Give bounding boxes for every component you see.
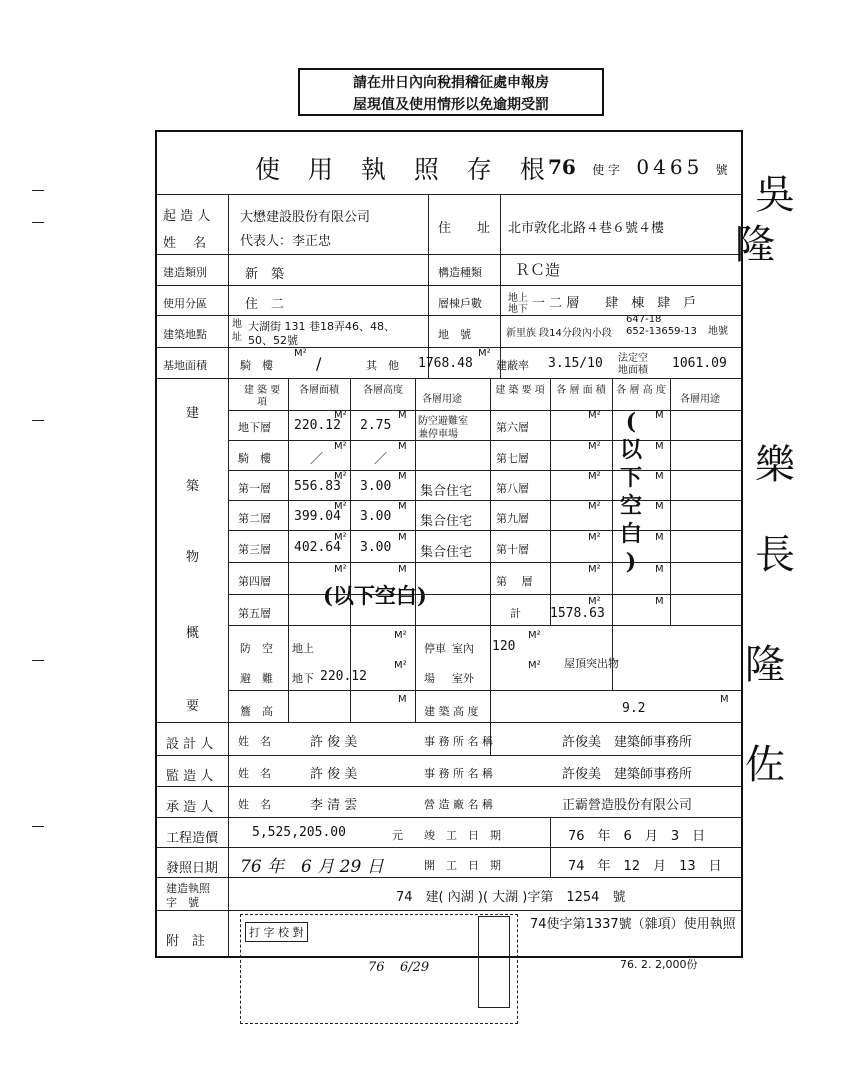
site-addr-label: 地 址 xyxy=(232,319,242,343)
row-1-height-unit: M xyxy=(398,441,407,452)
blank-v-0: ( xyxy=(625,409,637,435)
permit-char: 使 字 xyxy=(592,163,621,177)
total-area: 1578.63 xyxy=(550,606,605,621)
row-0-area: 220.12 xyxy=(294,418,341,433)
side-label-1: 建 xyxy=(186,406,200,421)
contractor-firm: 正霸營造股份有限公司 xyxy=(562,798,693,813)
note-value: 74使字第1337號（雜項）使用執照 xyxy=(530,917,736,932)
blank-v-2: 下 xyxy=(619,465,642,491)
owner-address-label: 住 址 xyxy=(438,221,491,236)
row-0-name: 地下層 xyxy=(238,421,271,434)
permit-number xyxy=(548,155,728,179)
stamp-char-5: 隆 xyxy=(745,642,785,688)
other-unit: M² xyxy=(478,348,491,359)
permit-year: 76 xyxy=(548,155,576,179)
side-label-4: 概 xyxy=(186,626,200,641)
building-height-unit: M xyxy=(720,694,729,705)
shelter-down-unit: M² xyxy=(394,660,407,671)
total-label: 計 xyxy=(510,607,521,620)
floors-above: 地上 xyxy=(508,293,528,304)
owner-representative: 代表人：李正忠 xyxy=(240,234,332,249)
owner-name-label: 姓 名 xyxy=(163,236,207,251)
row-1-name: 騎 樓 xyxy=(238,452,271,465)
row-4-rname: 第十層 xyxy=(496,543,529,556)
notice-line-1: 請在卅日內向稅捐稽征處申報房 xyxy=(353,75,549,91)
site-address-line1: 大湖街 131 巷18弄46、48、 xyxy=(248,320,395,333)
coverage-value: 3.15/10 xyxy=(548,356,603,371)
completion-label: 竣 工 日 期 xyxy=(424,829,501,842)
floors-label: 層棟戶數 xyxy=(438,297,482,310)
row-4-area: 402.64 xyxy=(294,540,341,555)
row-4-height: 3.00 xyxy=(360,540,392,555)
lot-number-1: 647-18 xyxy=(626,314,662,325)
row-0-height: 2.75 xyxy=(360,418,392,433)
supervisor-name: 許 俊 美 xyxy=(310,767,358,782)
header-height: 各層高度 xyxy=(363,385,403,396)
shelter-label-1: 防 空 xyxy=(240,642,273,655)
note-label: 附 註 xyxy=(166,934,206,949)
r-unit-m2-3: M² xyxy=(588,501,601,512)
row-2-rname: 第八層 xyxy=(496,482,529,495)
zone-label: 使用分區 xyxy=(163,297,207,310)
blank-v-5: ) xyxy=(625,549,637,575)
arcade-label: 騎 樓 xyxy=(240,359,273,372)
parking-in-unit: M² xyxy=(528,630,541,641)
r-unit-m-3: M xyxy=(655,501,664,512)
row-5-area-unit: M² xyxy=(334,564,347,575)
side-label-2: 築 xyxy=(186,479,200,494)
row-3-area-unit: M² xyxy=(334,501,347,512)
row-2-area-unit: M² xyxy=(334,471,347,482)
r-unit-m-2: M xyxy=(655,471,664,482)
r-unit-m2-5: M² xyxy=(588,564,601,575)
blank-mark-vertical xyxy=(616,408,646,576)
floors-below: 地下 xyxy=(508,304,528,315)
shelter-label-2: 避 難 xyxy=(240,672,273,685)
permit-ref-label-2: 字 號 xyxy=(166,896,199,909)
parking-out-unit: M² xyxy=(528,660,541,671)
side-label-3: 物 xyxy=(186,550,200,565)
designer-label: 設 計 人 xyxy=(166,737,214,752)
row-4-name: 第三層 xyxy=(238,543,271,556)
row-2-use: 集合住宅 xyxy=(420,484,473,499)
r-unit-m-6: M xyxy=(655,596,664,607)
header-item-right: 建 築 要 項 xyxy=(495,385,545,396)
row-3-name: 第二層 xyxy=(238,512,271,525)
permit-suffix: 號 xyxy=(715,163,728,177)
issue-label: 發照日期 xyxy=(166,861,219,876)
row-4-area-unit: M² xyxy=(334,532,347,543)
shelter-up-unit: M² xyxy=(394,630,407,641)
supervisor-name-label: 姓 名 xyxy=(238,767,271,780)
row-5-height-unit: M xyxy=(398,564,407,575)
row-4-height-unit: M xyxy=(398,532,407,543)
supervisor-office: 許俊美 建築師事務所 xyxy=(562,767,693,782)
row-4-use: 集合住宅 xyxy=(420,545,473,560)
stamp-char-6: 佐 xyxy=(745,742,785,788)
header-area: 各層面積 xyxy=(299,385,339,396)
blank-mark-horizontal: (以下空白) xyxy=(323,583,427,608)
row-1-height: ／ xyxy=(374,452,388,467)
row-0-rname: 第六層 xyxy=(496,421,529,434)
supervisor-office-label: 事 務 所 名 稱 xyxy=(424,767,493,780)
building-type-label: 建造類別 xyxy=(163,266,207,279)
parking-label-1: 停車 xyxy=(424,642,446,655)
building-type: 新 築 xyxy=(245,267,285,282)
header-item: 建 築 要 項 xyxy=(243,385,281,408)
owner-label: 起 造 人 xyxy=(163,209,211,224)
row-3-use: 集合住宅 xyxy=(420,514,473,529)
row-0-use-1: 防空避難室 xyxy=(418,416,468,427)
lot-number-2: 652-13659-13 xyxy=(626,326,697,337)
row-3-height: 3.00 xyxy=(360,509,392,524)
notice-line-2: 屋現值及使用情形以免逾期受罰 xyxy=(353,97,549,113)
header-area-right: 各 層 面 積 xyxy=(556,385,606,396)
other-value: 1768.48 xyxy=(418,356,473,371)
parking-indoor: 室內 xyxy=(452,642,474,655)
cost-unit: 元 xyxy=(392,829,403,842)
signature-1: 76 xyxy=(368,960,385,975)
row-0-height-unit: M xyxy=(398,410,407,421)
eaves-unit: M xyxy=(398,694,407,705)
supervisor-label: 監 造 人 xyxy=(166,769,214,784)
row-0-area-unit: M² xyxy=(334,410,347,421)
r-unit-m-5: M xyxy=(655,564,664,575)
blank-v-3: 空 xyxy=(619,493,642,519)
structure-value: ＲＣ造 xyxy=(515,261,561,279)
building-height-value: 9.2 xyxy=(622,701,646,716)
issue-date: 76 年 6 月 29 日 xyxy=(240,857,384,877)
shelter-up: 地上 xyxy=(292,642,314,655)
designer-office-label: 事 務 所 名 稱 xyxy=(424,735,493,748)
eaves-label: 簷 高 xyxy=(240,705,273,718)
row-3-area: 399.04 xyxy=(294,509,341,524)
owner-address: 北市敦化北路４巷６號４樓 xyxy=(508,221,665,236)
row-3-height-unit: M xyxy=(398,501,407,512)
print-note: 76. 2. 2,000份 xyxy=(620,958,698,971)
header-use: 各層用途 xyxy=(422,394,462,405)
side-label-5: 要 xyxy=(186,699,200,714)
row-3-rname: 第九層 xyxy=(496,512,529,525)
building-height-label: 建 築 高 度 xyxy=(424,705,479,718)
row-6-name: 第五層 xyxy=(238,607,271,620)
r-unit-m-4: M xyxy=(655,532,664,543)
row-5-name: 第四層 xyxy=(238,575,271,588)
lot-section: 新里族 段14分段內小段 xyxy=(506,328,612,339)
permit-ref-label-1: 建造執照 xyxy=(166,882,210,895)
roof-note: 屋頂突出物 xyxy=(564,657,619,670)
typist-label: 打 字 校 對 xyxy=(245,922,308,942)
stamp-char-4: 長 xyxy=(755,532,795,578)
stamp-char-3: 樂 xyxy=(755,442,795,488)
shelter-down: 地下 xyxy=(292,672,314,685)
permit-ref-value: 74 建( 內湖 )( 大湖 )字第 1254 號 xyxy=(396,890,626,905)
floors-value: 一 二 層 肆 棟 肆 戶 xyxy=(532,296,697,311)
blank-v-4: 白 xyxy=(619,521,642,547)
form-title: 使 用 執 照 存 根 xyxy=(255,155,555,184)
designer-name: 許 俊 美 xyxy=(310,735,358,750)
parking-outdoor: 室外 xyxy=(452,672,474,685)
r-unit-m2-6: M² xyxy=(588,596,601,607)
contractor-firm-label: 營 造 廠 名 稱 xyxy=(424,798,493,811)
notice-box xyxy=(298,68,604,116)
other-label: 其 他 xyxy=(366,359,399,372)
row-0-use-2: 兼停車場 xyxy=(418,429,458,440)
r-unit-m2-4: M² xyxy=(588,532,601,543)
site-label: 建築地點 xyxy=(163,328,207,341)
lot-label: 地 號 xyxy=(438,328,471,341)
owner-company: 大懋建設股份有限公司 xyxy=(240,210,371,225)
site-address-line2: 50、52號 xyxy=(248,334,298,347)
legal-area-label-1: 法定空 xyxy=(618,353,648,364)
arcade-unit: M² xyxy=(294,348,307,359)
row-2-area: 556.83 xyxy=(294,479,341,494)
stamp-char-1: 吳 xyxy=(755,172,795,218)
r-unit-m-1: M xyxy=(655,441,664,452)
cost-label: 工程造價 xyxy=(166,831,219,846)
header-height-right: 各 層 高 度 xyxy=(616,385,666,396)
signature-2: 6/29 xyxy=(400,960,430,975)
cost-value: 5,525,205.00 xyxy=(252,825,346,840)
r-unit-m2-2: M² xyxy=(588,471,601,482)
header-use-right: 各層用途 xyxy=(680,394,720,405)
start-label: 開 工 日 期 xyxy=(424,859,501,872)
blank-v-1: 以 xyxy=(619,437,642,463)
contractor-label: 承 造 人 xyxy=(166,800,214,815)
structure-label: 構造種類 xyxy=(438,266,482,279)
official-seal xyxy=(478,916,510,1008)
completion-date: 76 年 6 月 3 日 xyxy=(568,829,706,844)
parking-label-2: 場 xyxy=(424,672,435,685)
legal-area-label-2: 地面積 xyxy=(618,365,648,376)
r-unit-m2-1: M² xyxy=(588,441,601,452)
stamp-char-2: 隆 xyxy=(735,222,775,268)
row-1-area: ／ xyxy=(310,452,324,467)
row-1-area-unit: M² xyxy=(334,441,347,452)
r-unit-m2-0: M² xyxy=(588,410,601,421)
zone-value: 住 二 xyxy=(245,297,285,312)
start-date: 74 年 12 月 13 日 xyxy=(568,859,722,874)
contractor-name: 李 清 雲 xyxy=(310,798,358,813)
r-unit-m-0: M xyxy=(655,410,664,421)
lot-suffix: 地號 xyxy=(708,326,728,337)
row-2-name: 第一層 xyxy=(238,482,271,495)
row-2-height-unit: M xyxy=(398,471,407,482)
legal-area-value: 1061.09 xyxy=(672,356,727,371)
site-area-label: 基地面積 xyxy=(163,359,207,372)
contractor-name-label: 姓 名 xyxy=(238,798,271,811)
shelter-down-value: 220.12 xyxy=(320,669,367,684)
row-1-rname: 第七層 xyxy=(496,452,529,465)
parking-indoor-value: 120 xyxy=(492,639,516,654)
permit-no: 0465 xyxy=(636,155,704,179)
row-2-height: 3.00 xyxy=(360,479,392,494)
designer-name-label: 姓 名 xyxy=(238,735,271,748)
coverage-label: 建蔽率 xyxy=(496,359,529,372)
row-5-rname: 第 層 xyxy=(496,575,533,588)
designer-office: 許俊美 建築師事務所 xyxy=(562,735,693,750)
